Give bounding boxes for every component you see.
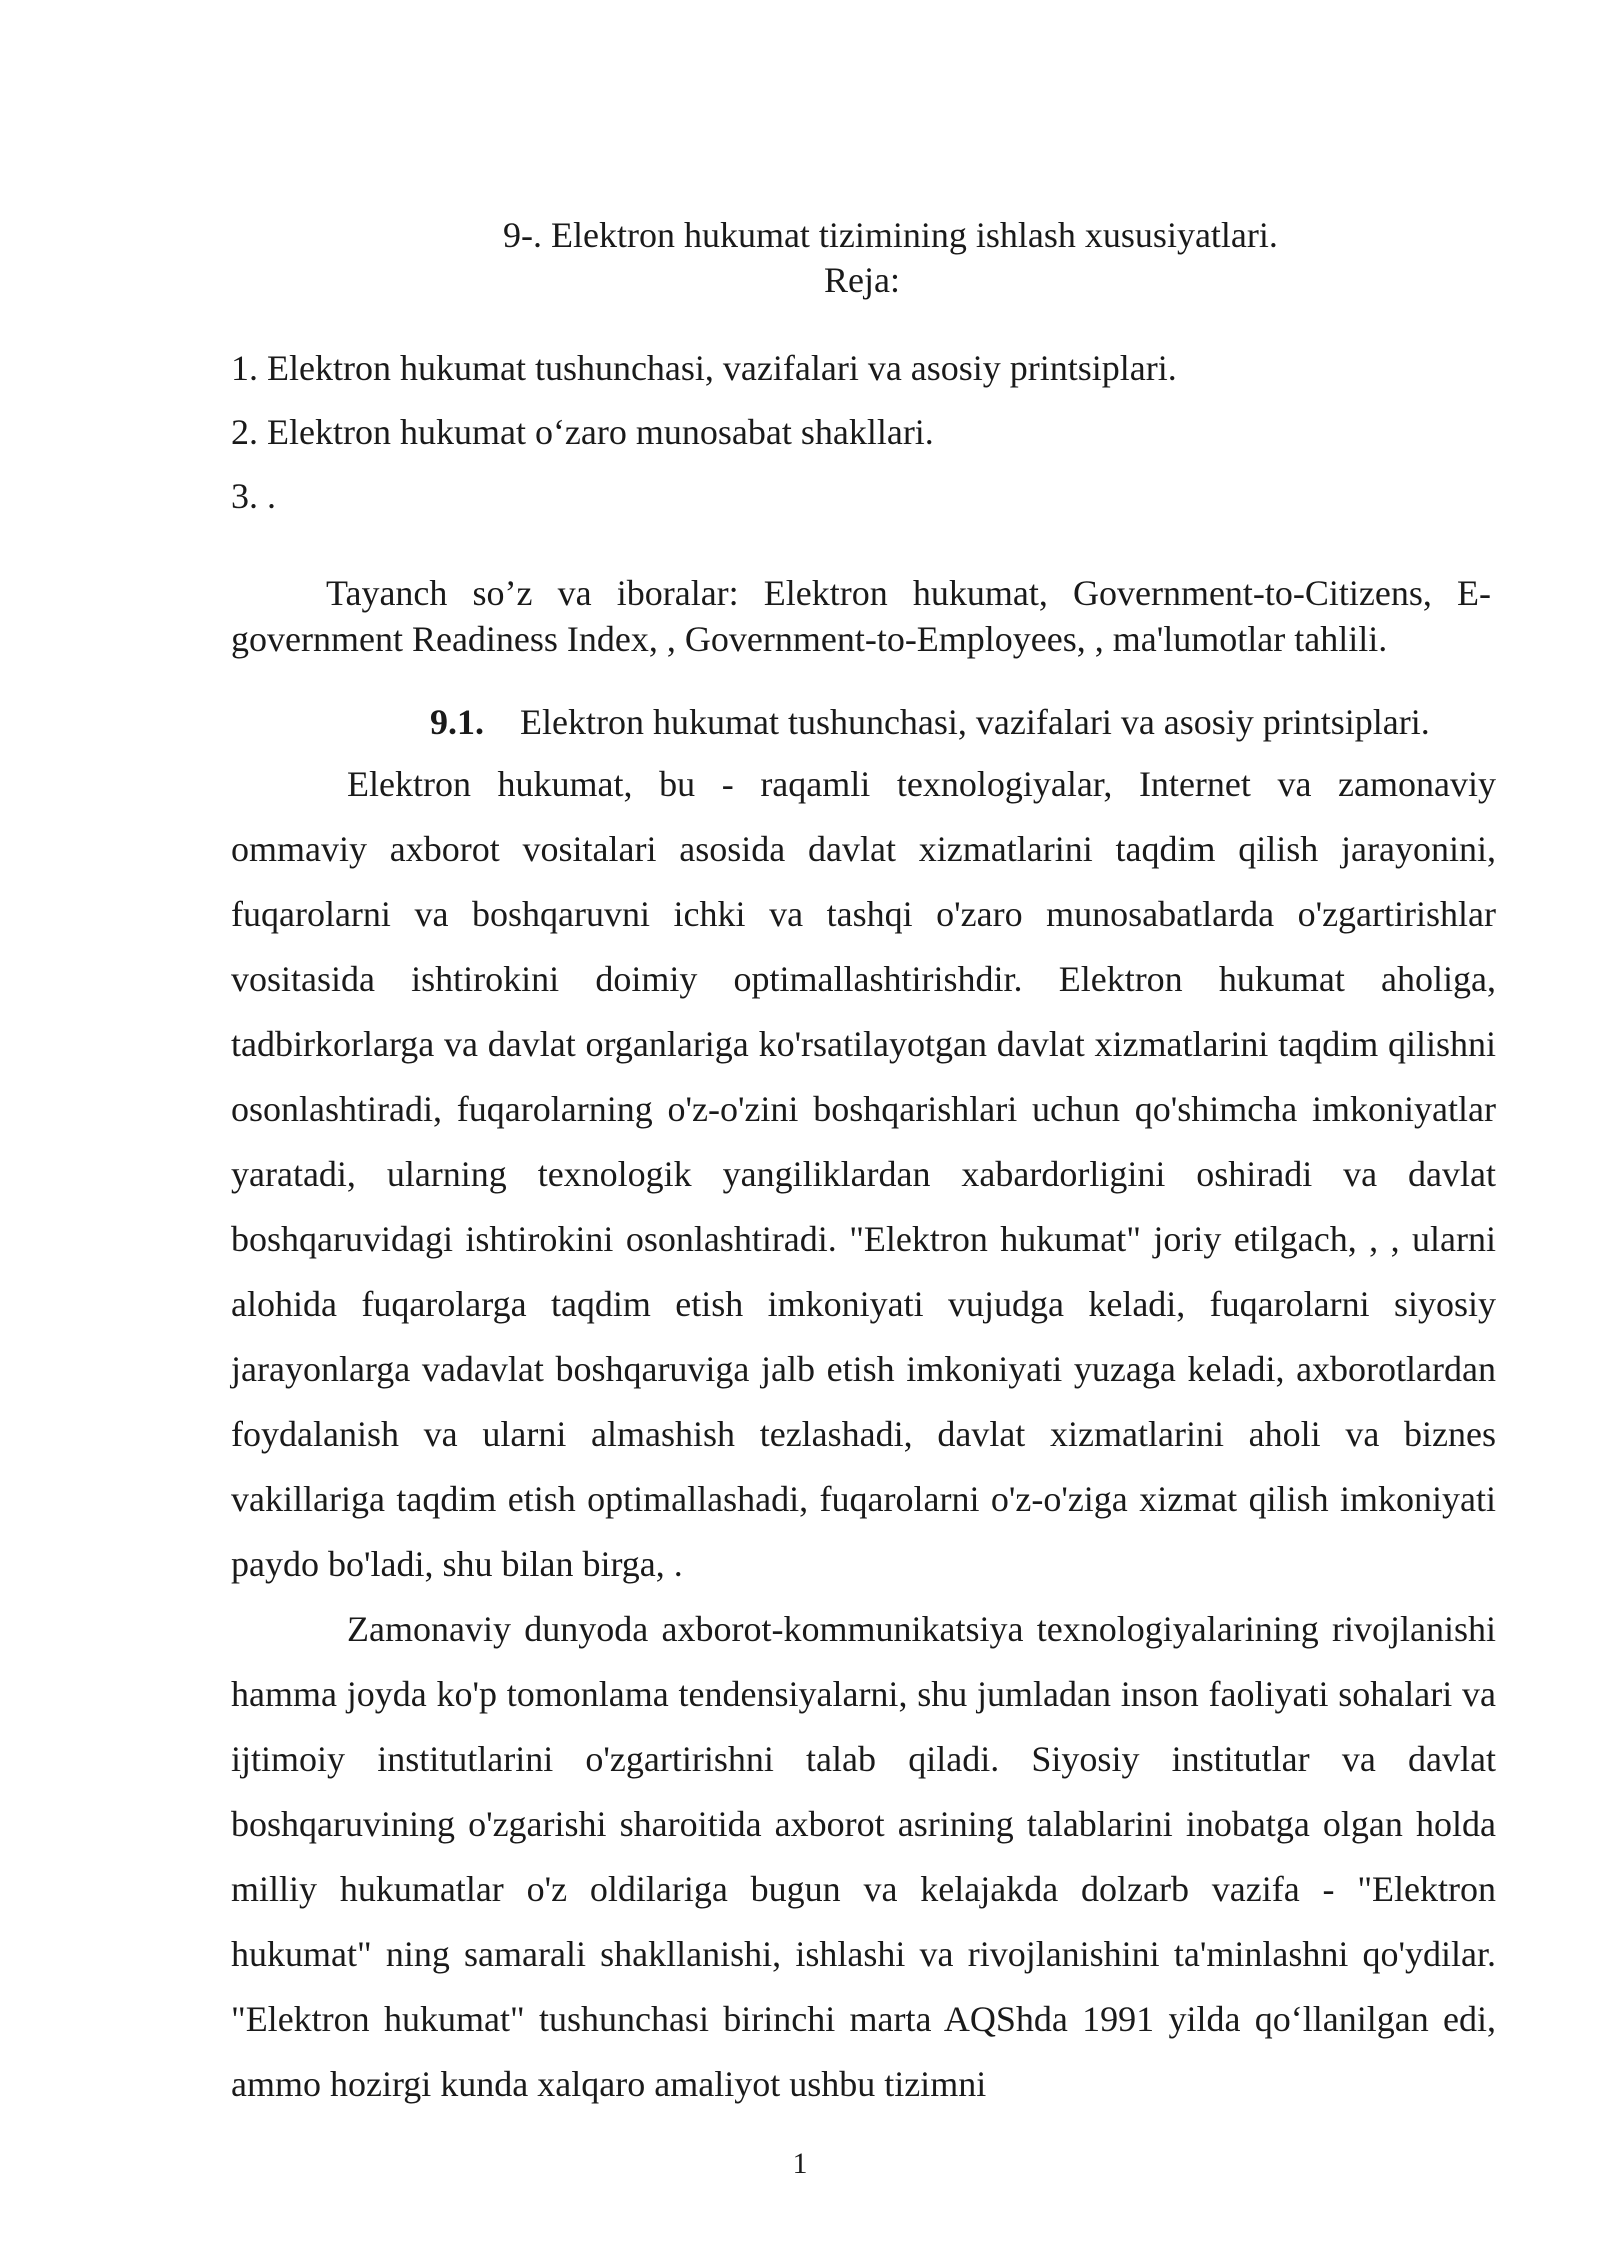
keywords-paragraph: Tayanch so’z va iboralar: Elektron hukumat, Government-to-Citizens, E-government Readiness Index, , Government-to-Employees, , ma'lumotlar tahlili. [231, 573, 1491, 659]
section-number: 9.1. [430, 702, 484, 742]
plan-item-1: 1. Elektron hukumat tushunchasi, vazifalari va asosiy printsiplari. [231, 348, 1177, 388]
plan-item-2: 2. Elektron hukumat o‘zaro munosabat shakllari. [231, 412, 934, 452]
document-title: 9-. Elektron hukumat tizimining ishlash xususiyatlari. [503, 215, 1278, 255]
body-paragraph-2: Zamonaviy dunyoda axborot-kommunikatsiya texnologiyalarining rivojlanishi hamma joyda ko'p tomonlama tendensiyalarni, shu jumladan inson faoliyati sohalari va ijtimoiy institutlarini o'zgartirishni talab qiladi. Siyosiy institutlar va davlat boshqaruvining o'zgarishi sharoitida axborot asrining talablarini inobatga olgan holda milliy hukumatlar o'z oldilariga bugun va kelajakda dolzarb vazifa - "Elektron hukumat" ning samarali shakllanishi, ishlashi va rivojlanishini ta'minlashni qo'ydilar. "Elektron hukumat" tushunchasi birinchi marta AQShda 1991 yilda qo‘llanilgan edi, ammo hozirgi kunda xalqaro amaliyot ushbu tizimni [231, 1609, 1496, 2104]
body-paragraph-1: Elektron hukumat, bu - raqamli texnologiyalar, Internet va zamonaviy ommaviy axborot vositalari asosida davlat xizmatlarini taqdim qilish jarayonini, fuqarolarni va boshqaruvni ichki va tashqi o'zaro munosabatlarda o'zgartirishlar vositasida ishtirokini doimiy optimallashtirishdir. Elektron hukumat aholiga, tadbirkorlarga va davlat organlariga ko'rsatilayotgan davlat xizmatlarini taqdim qilishni osonlashtiradi, fuqarolarning o'z-o'zini boshqarishlari uchun qo'shimcha imkoniyatlar yaratadi, ularning texnologik yangiliklardan xabardorligini oshiradi va davlat boshqaruvidagi ishtirokini osonlashtiradi. "Elektron hukumat" joriy etilgach, , , ularni alohida fuqarolarga taqdim etish imkoniyati vujudga keladi, fuqarolarni siyosiy jarayonlarga vadavlat boshqaruviga jalb etish imkoniyati yuzaga keladi, axborotlardan foydalanish va ularni almashish tezlashadi, davlat xizmatlarini aholi va biznes vakillariga taqdim etish optimallashadi, fuqarolarni o'z-o'ziga xizmat qilish imkoniyati paydo bo'ladi, shu bilan birga, . [231, 764, 1496, 1584]
section-heading [430, 700, 1430, 744]
section-title: Elektron hukumat tushunchasi, vazifalari va asosiy printsiplari. [520, 702, 1430, 742]
plan-item-3: 3. . [231, 476, 276, 516]
plan-heading: Reja: [824, 260, 900, 300]
page-number: 1 [792, 2147, 808, 2180]
